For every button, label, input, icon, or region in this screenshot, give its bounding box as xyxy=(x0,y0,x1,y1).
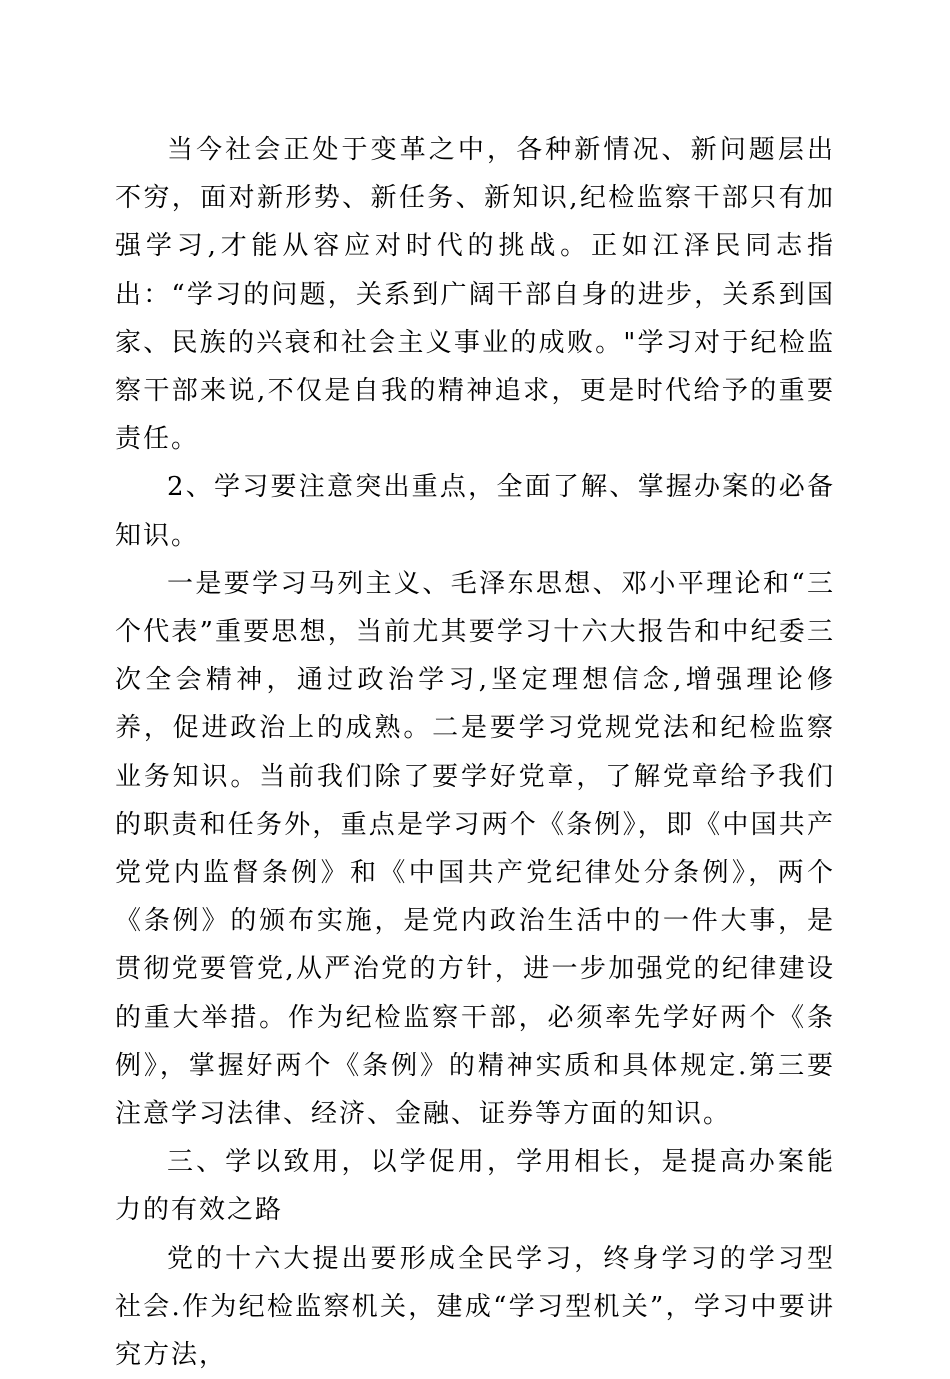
section-heading-three: 三、学以致用，以学促用，学用相长，是提高办案能力的有效之路 xyxy=(115,1147,835,1226)
paragraph-learning-focus: 2、学习要注意突出重点，全面了解、掌握办案的必备知识。 xyxy=(115,472,835,551)
paragraph-learning-society: 党的十六大提出要形成全民学习，终身学习的学习型社会.作为纪检监察机关，建成“学习型机关”，学习中要讲究方法， xyxy=(115,1243,835,1371)
paragraph-learning-challenge: 当今社会正处于变革之中，各种新情况、新问题层出不穷，面对新形势、新任务、新知识,纪检监察干部只有加强学习,才能从容应对时代的挑战。正如江泽民同志指出：“学习的问题，关系到广阔干部自身的进步，关系到国家、民族的兴衰和社会主义事业的成败。"学习对于纪检监察干部来说,不仅是自我的精神追求，更是时代给予的重要责任。 xyxy=(115,135,835,455)
body-text xyxy=(115,126,835,1379)
paragraph-study-content: 一是要学习马列主义、毛泽东思想、邓小平理论和“三个代表”重要思想，当前尤其要学习十六大报告和中纪委三次全会精神，通过政治学习,坚定理想信念,增强理论修养，促进政治上的成熟。二是要学习党规党法和纪检监察业务知识。当前我们除了要学好党章，了解党章给予我们的职责和任务外，重点是学习两个《条例》，即《中国共产党党内监督条例》和《中国共产党纪律处分条例》，两个《条例》的颁布实施，是党内政治生活中的一件大事，是贯彻党要管党,从严治党的方针，进一步加强党的纪律建设的重大举措。作为纪检监察干部，必须率先学好两个《条例》，掌握好两个《条例》的精神实质和具体规定.第三要注意学习法律、经济、金融、证券等方面的知识。 xyxy=(115,568,835,1130)
